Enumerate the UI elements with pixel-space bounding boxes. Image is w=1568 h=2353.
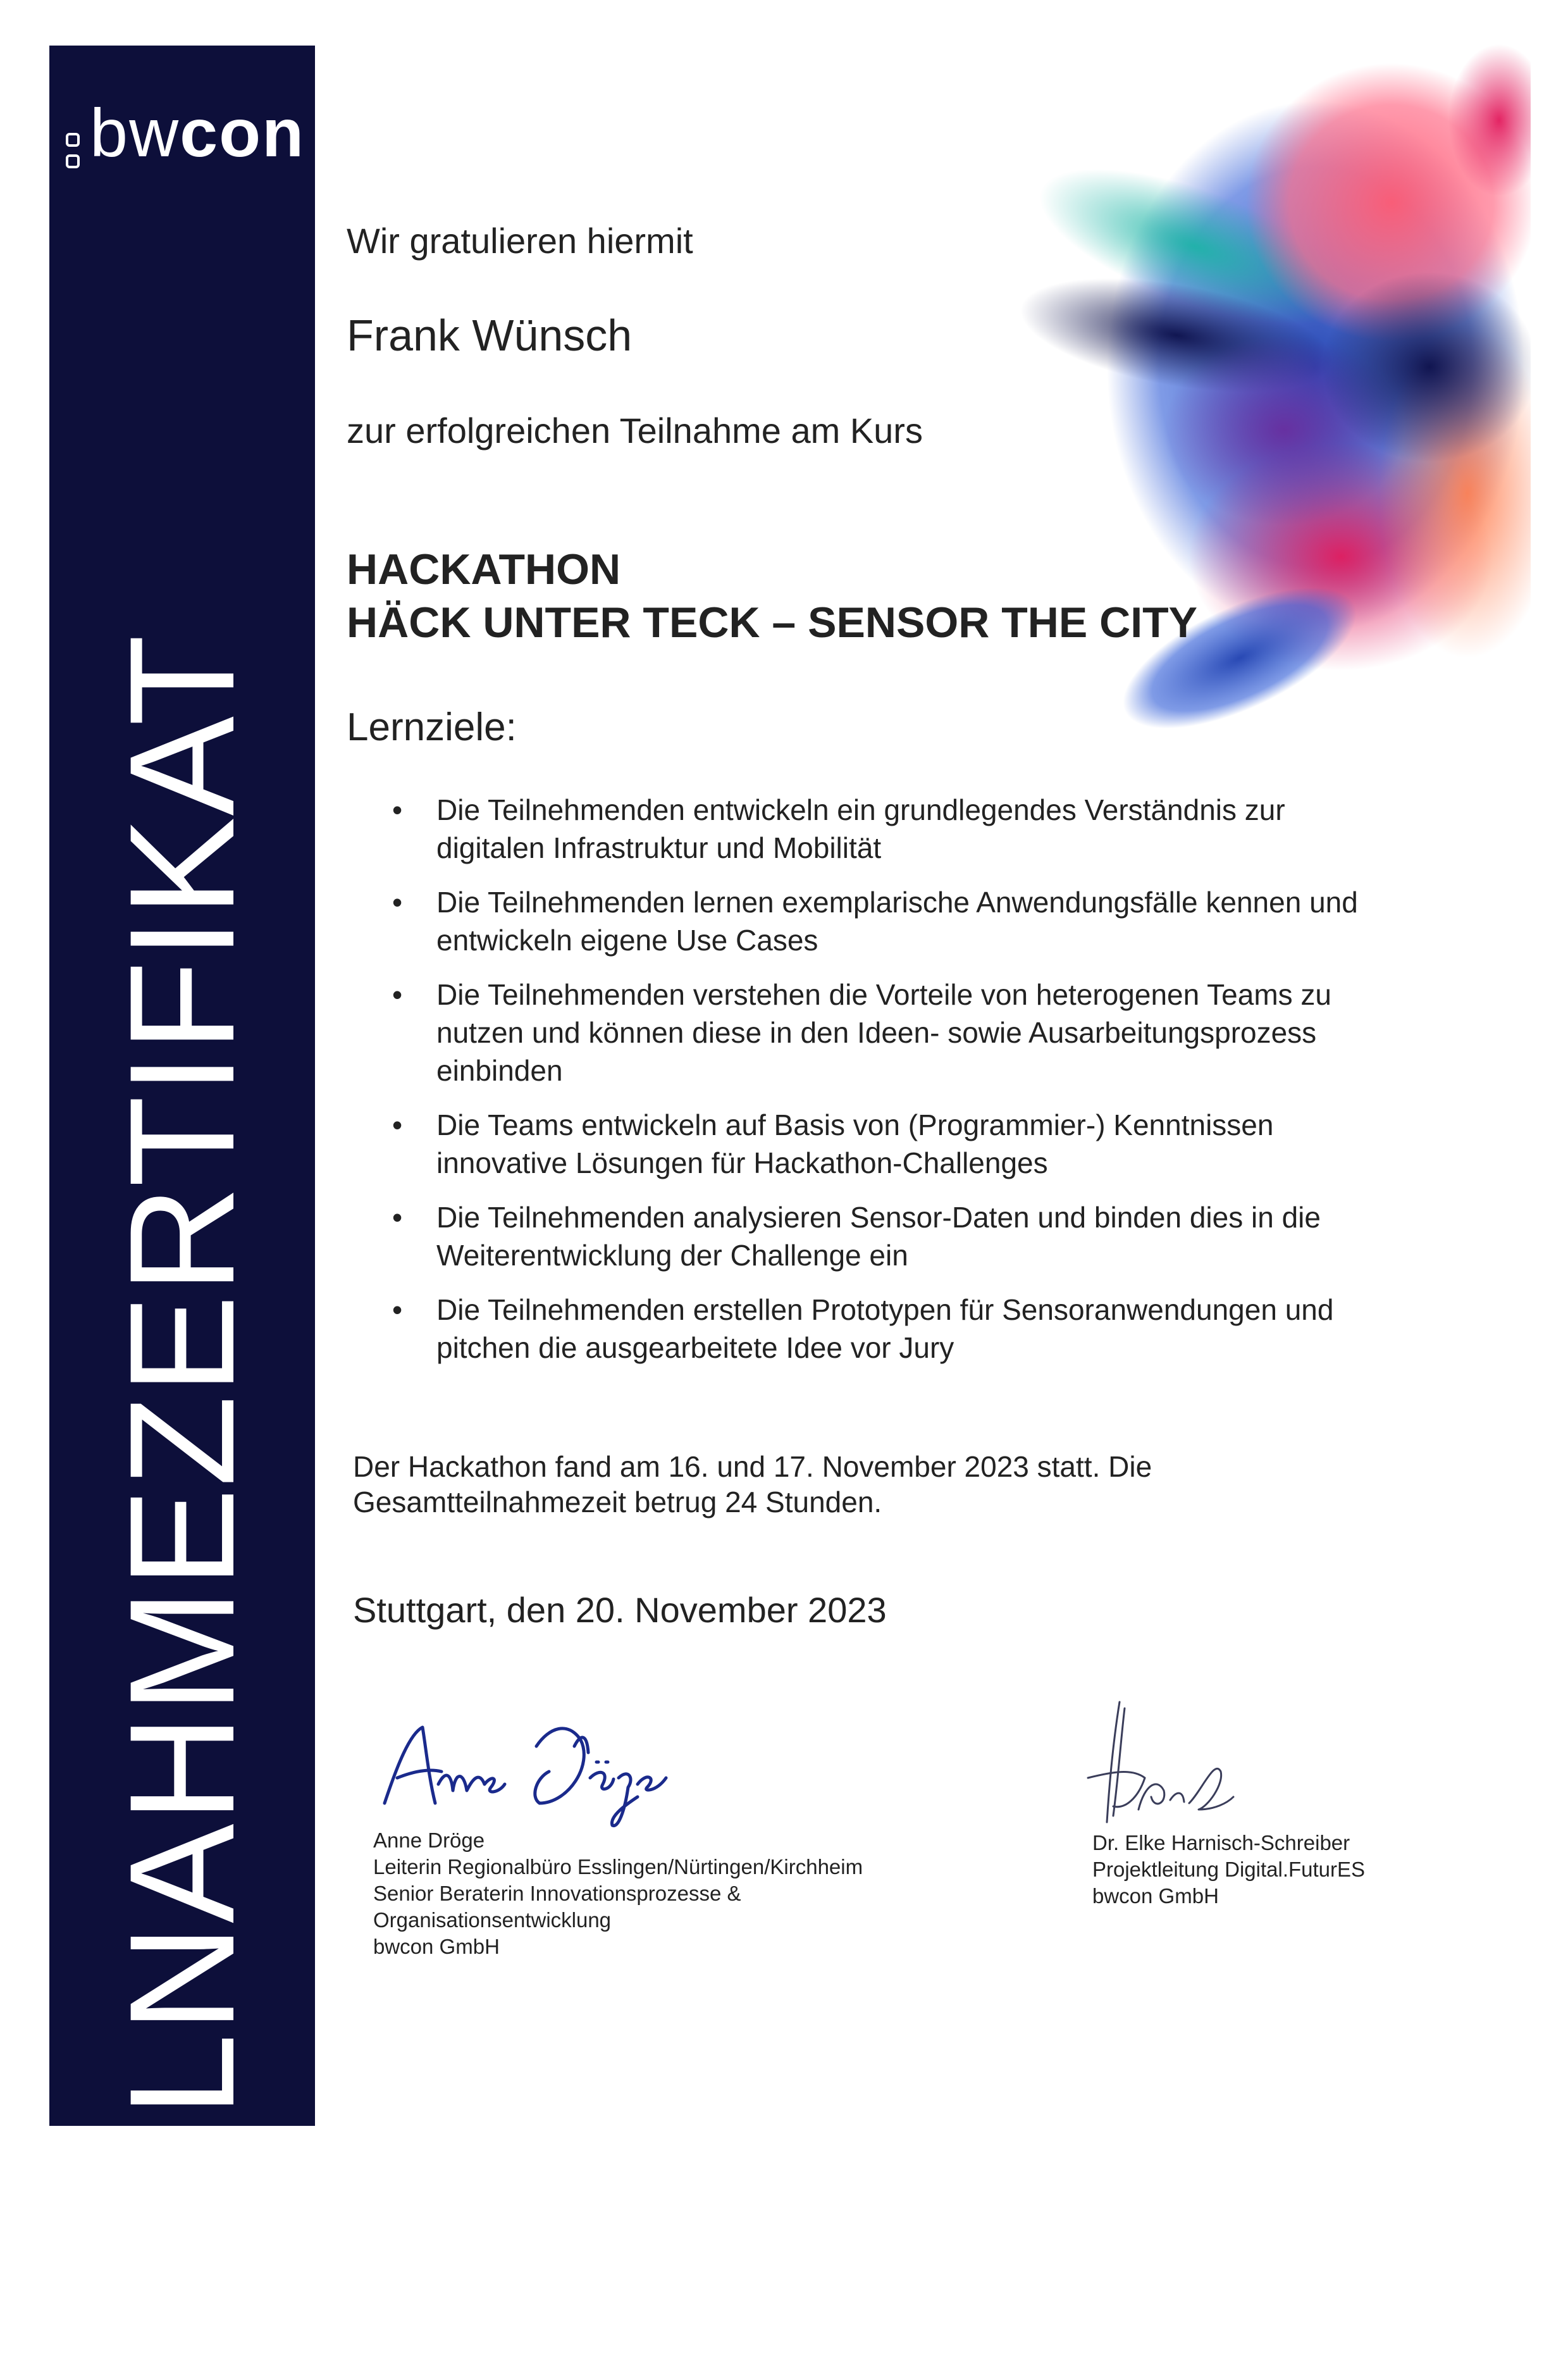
goals-list (392, 791, 1392, 1383)
list-item: • Die Teilnehmenden lernen exemplarische Anwendungsfälle kennen und entwickeln eigene Use Cases (392, 883, 1392, 959)
list-item: • Die Teilnehmenden verstehen die Vorteile von heterogenen Teams zu nutzen und können diese in den Ideen- sowie Ausarbeitungsprozess einbinden (392, 976, 1392, 1090)
list-item: • Die Teilnehmenden analysieren Sensor-Daten und binden dies in die Weiterentwicklung der Challenge ein (392, 1198, 1392, 1274)
course-title-line1: HACKATHON (347, 545, 621, 593)
logo-wordmark: bwcon (90, 94, 306, 171)
signatory-1-name: Anne Dröge (373, 1828, 485, 1852)
logo-squares-icon (63, 133, 86, 190)
list-item: • Die Teilnehmenden erstellen Prototypen für Sensoranwendungen und pitchen die ausgearbeitete Idee vor Jury (392, 1291, 1392, 1367)
participant-name: Frank Wünsch (347, 311, 633, 360)
signatory-2-block: Dr. Elke Harnisch-Schreiber Projektleitung Digital.FuturES bwcon GmbH (1092, 1831, 1366, 1908)
sidebar-title: TEILNAHMEZERTIFIKAT (99, 633, 266, 2353)
course-intro-text: zur erfolgreichen Teilnahme am Kurs (347, 411, 923, 450)
signatory-2-name: Dr. Elke Harnisch-Schreiber (1092, 1831, 1350, 1854)
course-title-line2: HÄCK UNTER TECK – SENSOR THE CITY (347, 599, 1197, 647)
bwcon-logo (63, 89, 304, 190)
event-info: Der Hackathon fand am 16. und 17. November 2023 statt. Die Gesamtteilnahmezeit betrug 24 Stunden. (353, 1450, 1152, 1518)
goals-heading: Lernziele: (347, 705, 517, 749)
list-item: • Die Teilnehmenden entwickeln ein grundlegendes Verständnis zur digitalen Infrastruktur und Mobilität (392, 791, 1392, 867)
signatory-1-block: Anne Dröge Leiterin Regionalbüro Esslingen/Nürtingen/Kirchheim Senior Beraterin Innovationsprozesse & Organisationsentwicklung bwcon GmbH (373, 1828, 863, 1958)
signature-elke-harnisch-schreiber (1075, 1696, 1240, 1835)
place-date: Stuttgart, den 20. November 2023 (353, 1590, 887, 1630)
intro-text: Wir gratulieren hiermit (347, 221, 693, 261)
course-title (347, 543, 1197, 649)
list-item: • Die Teams entwickeln auf Basis von (Programmier-) Kenntnissen innovative Lösungen für Hackathon-Challenges (392, 1106, 1392, 1182)
signature-anne-droege (378, 1708, 669, 1835)
